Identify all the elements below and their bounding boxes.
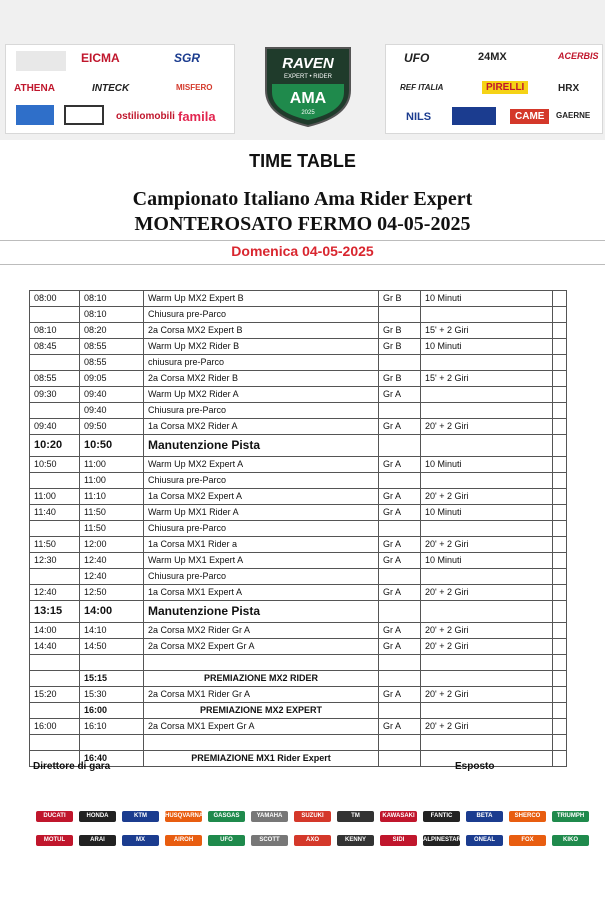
session-description-cell: Chiusura pre-Parco <box>144 473 379 489</box>
start-time-cell: 12:40 <box>30 585 80 601</box>
spacer-cell <box>553 671 567 687</box>
spacer-cell <box>553 339 567 355</box>
end-time-cell: 16:00 <box>80 703 144 719</box>
start-time-cell: 09:30 <box>30 387 80 403</box>
schedule-row <box>30 671 567 687</box>
start-time-cell: 14:00 <box>30 623 80 639</box>
session-description-cell: Chiusura pre-Parco <box>144 521 379 537</box>
schedule-row <box>30 553 567 569</box>
sponsor-logo: HONDA <box>79 811 116 822</box>
end-time-cell: 11:50 <box>80 505 144 521</box>
start-time-cell: 11:00 <box>30 489 80 505</box>
start-time-cell: 16:00 <box>30 719 80 735</box>
schedule-row <box>30 521 567 537</box>
group-cell <box>379 751 421 767</box>
end-time-cell: 16:10 <box>80 719 144 735</box>
start-time-cell: 08:00 <box>30 291 80 307</box>
schedule-row <box>30 435 567 457</box>
sponsor-logo-box <box>16 105 54 125</box>
schedule-row <box>30 601 567 623</box>
schedule-row <box>30 307 567 323</box>
sponsor-logo: UFO <box>208 835 245 846</box>
group-cell <box>379 703 421 719</box>
group-cell: Gr A <box>379 457 421 473</box>
sponsor-logo: AXO <box>294 835 331 846</box>
start-time-cell <box>30 655 80 671</box>
group-cell: Gr A <box>379 387 421 403</box>
sponsor-logo: EICMA <box>81 51 120 65</box>
group-cell: Gr A <box>379 639 421 655</box>
start-time-cell <box>30 569 80 585</box>
start-time-cell <box>30 521 80 537</box>
duration-cell: 10 Minuti <box>421 291 553 307</box>
schedule-row <box>30 569 567 585</box>
start-time-cell: 08:55 <box>30 371 80 387</box>
spacer-cell <box>553 307 567 323</box>
duration-cell: 20' + 2 Giri <box>421 537 553 553</box>
session-description-cell: Chiusura pre-Parco <box>144 403 379 419</box>
duration-cell: 20' + 2 Giri <box>421 687 553 703</box>
end-time-cell: 09:40 <box>80 403 144 419</box>
end-time-cell <box>80 735 144 751</box>
spacer-cell <box>553 291 567 307</box>
duration-cell <box>421 403 553 419</box>
sponsor-logo: FANTIC <box>423 811 460 822</box>
start-time-cell: 14:40 <box>30 639 80 655</box>
sponsor-logo: GAERNE <box>556 111 591 120</box>
exhibited-label: Esposto <box>455 761 495 772</box>
sponsor-logo: ATHENA <box>14 83 55 94</box>
session-description-cell: Warm Up MX2 Rider A <box>144 387 379 403</box>
end-time-cell: 15:30 <box>80 687 144 703</box>
sponsor-logo: MX <box>122 835 159 846</box>
session-description-cell: Warm Up MX1 Rider A <box>144 505 379 521</box>
end-time-cell: 14:10 <box>80 623 144 639</box>
group-cell <box>379 569 421 585</box>
sponsor-logo: MOTUL <box>36 835 73 846</box>
sponsor-logo: HRX <box>558 83 580 94</box>
spacer-cell <box>553 687 567 703</box>
sponsor-logo: KIKO <box>552 835 589 846</box>
duration-cell: 10 Minuti <box>421 339 553 355</box>
end-time-cell <box>80 655 144 671</box>
end-time-cell: 16:40 <box>80 751 144 767</box>
sponsor-logo: 24MX <box>478 51 507 63</box>
raven-ama-badge <box>262 46 354 128</box>
spacer-cell <box>553 435 567 457</box>
sponsor-logo: NILS <box>406 111 432 123</box>
sponsor-logo: YAMAHA <box>251 811 288 822</box>
venue-date: MONTEROSATO FERMO 04-05-2025 <box>134 213 471 235</box>
duration-cell: 20' + 2 Giri <box>421 419 553 435</box>
end-time-cell: 12:50 <box>80 585 144 601</box>
duration-cell <box>421 387 553 403</box>
start-time-cell: 08:45 <box>30 339 80 355</box>
start-time-cell: 11:40 <box>30 505 80 521</box>
start-time-cell: 12:30 <box>30 553 80 569</box>
spacer-cell <box>553 719 567 735</box>
group-cell: Gr A <box>379 505 421 521</box>
duration-cell: 15' + 2 Giri <box>421 323 553 339</box>
session-description-cell: 1a Corsa MX1 Rider a <box>144 537 379 553</box>
duration-cell: 10 Minuti <box>421 457 553 473</box>
sponsor-logo: CAME <box>510 109 549 124</box>
sponsor-logo: ONEAL <box>466 835 503 846</box>
start-time-cell <box>30 671 80 687</box>
start-time-cell: 13:15 <box>30 601 80 623</box>
sponsor-panel-right <box>385 44 603 134</box>
sponsor-logo: famila <box>178 109 216 124</box>
group-cell <box>379 671 421 687</box>
schedule-row <box>30 585 567 601</box>
group-cell: Gr A <box>379 489 421 505</box>
group-cell: Gr B <box>379 339 421 355</box>
duration-cell: 10 Minuti <box>421 553 553 569</box>
sponsor-logo-box <box>452 107 496 125</box>
start-time-cell: 10:50 <box>30 457 80 473</box>
spacer-cell <box>553 655 567 671</box>
spacer-cell <box>553 537 567 553</box>
session-description-cell: 2a Corsa MX2 Expert Gr A <box>144 639 379 655</box>
schedule-row <box>30 371 567 387</box>
group-cell <box>379 355 421 371</box>
start-time-cell <box>30 307 80 323</box>
schedule-row <box>30 387 567 403</box>
spacer-cell <box>553 473 567 489</box>
start-time-cell: 09:40 <box>30 419 80 435</box>
start-time-cell <box>30 703 80 719</box>
end-time-cell: 12:40 <box>80 569 144 585</box>
session-description-cell: 1a Corsa MX2 Rider A <box>144 419 379 435</box>
session-description-cell: 1a Corsa MX1 Expert A <box>144 585 379 601</box>
duration-cell <box>421 521 553 537</box>
group-cell: Gr A <box>379 553 421 569</box>
duration-cell: 20' + 2 Giri <box>421 585 553 601</box>
sponsor-logo: MISFERO <box>176 83 213 92</box>
duration-cell <box>421 355 553 371</box>
duration-cell <box>421 473 553 489</box>
schedule-row <box>30 291 567 307</box>
end-time-cell: 08:55 <box>80 339 144 355</box>
session-description-cell <box>144 655 379 671</box>
group-cell <box>379 307 421 323</box>
start-time-cell: 10:20 <box>30 435 80 457</box>
divider <box>0 264 605 265</box>
sponsor-logo: TRIUMPH <box>552 811 589 822</box>
session-description-cell: 2a Corsa MX2 Rider Gr A <box>144 623 379 639</box>
start-time-cell: 08:10 <box>30 323 80 339</box>
sponsor-logo: UFO <box>404 51 430 65</box>
spacer-cell <box>553 553 567 569</box>
schedule-row <box>30 457 567 473</box>
end-time-cell: 12:40 <box>80 553 144 569</box>
sponsor-logo: ostiliomobili <box>116 111 175 122</box>
session-description-cell: Warm Up MX2 Expert B <box>144 291 379 307</box>
sponsor-header <box>0 0 605 140</box>
spacer-cell <box>553 403 567 419</box>
start-time-cell: 11:50 <box>30 537 80 553</box>
spacer-cell <box>553 505 567 521</box>
sponsor-logo: KENNY <box>337 835 374 846</box>
duration-cell: 10 Minuti <box>421 505 553 521</box>
session-description-cell: Manutenzione Pista <box>144 435 379 457</box>
end-time-cell: 11:50 <box>80 521 144 537</box>
spacer-cell <box>553 639 567 655</box>
session-description-cell: 2a Corsa MX2 Expert B <box>144 323 379 339</box>
schedule-row <box>30 323 567 339</box>
session-description-cell: Warm Up MX1 Expert A <box>144 553 379 569</box>
schedule-row <box>30 719 567 735</box>
sponsor-logo: SGR <box>174 51 201 65</box>
session-description-cell: chiusura pre-Parco <box>144 355 379 371</box>
spacer-cell <box>553 703 567 719</box>
sponsor-logo: BETA <box>466 811 503 822</box>
group-cell <box>379 473 421 489</box>
spacer-cell <box>553 371 567 387</box>
day-heading: Domenica 04-05-2025 <box>231 243 374 259</box>
group-cell <box>379 521 421 537</box>
spacer-cell <box>553 569 567 585</box>
end-time-cell: 08:20 <box>80 323 144 339</box>
spacer-cell <box>553 585 567 601</box>
sponsor-logo: AIROH <box>165 835 202 846</box>
spacer-cell <box>553 489 567 505</box>
schedule-row <box>30 339 567 355</box>
session-description-cell: PREMIAZIONE MX2 EXPERT <box>144 703 379 719</box>
duration-cell <box>421 569 553 585</box>
spacer-cell <box>553 387 567 403</box>
group-cell <box>379 435 421 457</box>
badge-year: 2025 <box>301 110 315 116</box>
duration-cell <box>421 671 553 687</box>
sponsor-logo: HUSQVARNA <box>165 811 202 822</box>
spacer-cell <box>553 419 567 435</box>
sponsor-logo: INTECK <box>92 83 130 94</box>
duration-cell <box>421 703 553 719</box>
federation-logo <box>16 51 66 71</box>
start-time-cell: 15:20 <box>30 687 80 703</box>
schedule-row <box>30 489 567 505</box>
group-cell: Gr A <box>379 623 421 639</box>
group-cell <box>379 655 421 671</box>
end-time-cell: 10:50 <box>80 435 144 457</box>
start-time-cell <box>30 735 80 751</box>
end-time-cell: 11:00 <box>80 457 144 473</box>
group-cell <box>379 403 421 419</box>
duration-cell: 20' + 2 Giri <box>421 623 553 639</box>
group-cell: Gr A <box>379 419 421 435</box>
session-description-cell: 1a Corsa MX2 Expert A <box>144 489 379 505</box>
group-cell: Gr B <box>379 323 421 339</box>
sponsor-logo: SHERCO <box>509 811 546 822</box>
session-description-cell: Warm Up MX2 Expert A <box>144 457 379 473</box>
schedule-row <box>30 473 567 489</box>
start-time-cell <box>30 355 80 371</box>
sponsor-logo: GASGAS <box>208 811 245 822</box>
spacer-cell <box>553 323 567 339</box>
end-time-cell: 08:55 <box>80 355 144 371</box>
duration-cell <box>421 655 553 671</box>
group-cell: Gr A <box>379 537 421 553</box>
group-cell <box>379 601 421 623</box>
end-time-cell: 14:00 <box>80 601 144 623</box>
sponsor-logo: SUZUKI <box>294 811 331 822</box>
group-cell: Gr B <box>379 371 421 387</box>
start-time-cell <box>30 403 80 419</box>
end-time-cell: 12:00 <box>80 537 144 553</box>
schedule-row <box>30 355 567 371</box>
end-time-cell: 11:00 <box>80 473 144 489</box>
shield-icon <box>262 46 354 128</box>
duration-cell <box>421 435 553 457</box>
sponsor-logo: FOX <box>509 835 546 846</box>
duration-cell <box>421 307 553 323</box>
duration-cell: 20' + 2 Giri <box>421 719 553 735</box>
session-description-cell: PREMIAZIONE MX2 RIDER <box>144 671 379 687</box>
schedule-row <box>30 623 567 639</box>
end-time-cell: 09:50 <box>80 419 144 435</box>
session-description-cell: PREMIAZIONE MX1 Rider Expert <box>144 751 379 767</box>
duration-cell: 15' + 2 Giri <box>421 371 553 387</box>
spacer-cell <box>553 735 567 751</box>
page-title: TIME TABLE <box>249 151 356 171</box>
sponsor-panel-left <box>5 44 235 134</box>
sponsor-logo: ACERBIS <box>558 51 599 61</box>
group-cell: Gr B <box>379 291 421 307</box>
schedule-row <box>30 639 567 655</box>
end-time-cell: 09:40 <box>80 387 144 403</box>
session-description-cell <box>144 735 379 751</box>
end-time-cell: 15:15 <box>80 671 144 687</box>
start-time-cell <box>30 473 80 489</box>
group-cell: Gr A <box>379 585 421 601</box>
session-description-cell: Manutenzione Pista <box>144 601 379 623</box>
badge-label: AMA <box>289 90 327 107</box>
group-cell: Gr A <box>379 687 421 703</box>
sponsor-logo: ALPINESTARS <box>423 835 460 846</box>
sponsor-logo: TM <box>337 811 374 822</box>
schedule-row <box>30 403 567 419</box>
schedule-row <box>30 735 567 751</box>
group-cell: Gr A <box>379 719 421 735</box>
schedule-table <box>29 290 567 767</box>
spacer-cell <box>553 457 567 473</box>
duration-cell: 20' + 2 Giri <box>421 489 553 505</box>
championship-title: Campionato Italiano Ama Rider Expert <box>132 188 473 210</box>
duration-cell: 20' + 2 Giri <box>421 639 553 655</box>
end-time-cell: 14:50 <box>80 639 144 655</box>
badge-subtitle: EXPERT • RIDER <box>284 74 332 80</box>
schedule-row <box>30 505 567 521</box>
session-description-cell: 2a Corsa MX1 Expert Gr A <box>144 719 379 735</box>
spacer-cell <box>553 623 567 639</box>
sponsor-logo: SIDI <box>380 835 417 846</box>
end-time-cell: 09:05 <box>80 371 144 387</box>
sponsor-logo: KTM <box>122 811 159 822</box>
schedule-row <box>30 687 567 703</box>
spacer-cell <box>553 521 567 537</box>
session-description-cell: 2a Corsa MX2 Rider B <box>144 371 379 387</box>
session-description-cell: Chiusura pre-Parco <box>144 307 379 323</box>
divider <box>0 240 605 241</box>
spacer-cell <box>553 355 567 371</box>
end-time-cell: 08:10 <box>80 307 144 323</box>
end-time-cell: 11:10 <box>80 489 144 505</box>
schedule-row <box>30 419 567 435</box>
session-description-cell: Warm Up MX2 Rider B <box>144 339 379 355</box>
schedule-row <box>30 537 567 553</box>
badge-brand: RAVEN <box>282 55 334 72</box>
schedule-row <box>30 703 567 719</box>
spacer-cell <box>553 601 567 623</box>
group-cell <box>379 735 421 751</box>
sponsor-logo: REF ITALIA <box>400 83 444 92</box>
sponsor-logo: KAWASAKI <box>380 811 417 822</box>
duration-cell <box>421 601 553 623</box>
race-director-label: Direttore di gara <box>33 761 111 772</box>
spacer-cell <box>553 751 567 767</box>
sponsor-logo: PIRELLI <box>482 81 528 94</box>
sponsor-logo: ARAI <box>79 835 116 846</box>
session-description-cell: 2a Corsa MX1 Rider Gr A <box>144 687 379 703</box>
duration-cell <box>421 735 553 751</box>
sponsor-logo: SCOTT <box>251 835 288 846</box>
sponsor-logo: DUCATI <box>36 811 73 822</box>
schedule-row <box>30 655 567 671</box>
sponsor-logo-box <box>64 105 104 125</box>
end-time-cell: 08:10 <box>80 291 144 307</box>
session-description-cell: Chiusura pre-Parco <box>144 569 379 585</box>
